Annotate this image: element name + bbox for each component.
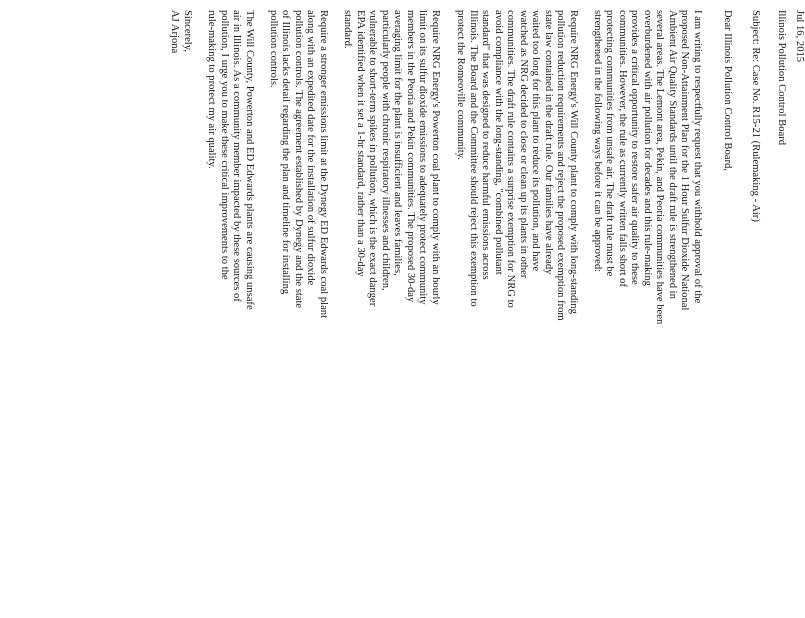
paragraph3-line: pollution controls. [268, 10, 279, 88]
paragraph1-line: state law contained in the draft rule. Our families have already [543, 10, 554, 275]
letter-signoff: Sincerely, [182, 10, 193, 52]
intro-line: proposed Non-Attainment Plan for the 1 Hour Sulfur Dioxide National [679, 10, 691, 311]
closing-line: The Will County, Powerton and ED Edwards plants are causing unsafe [244, 10, 255, 310]
paragraph1-line: standard" that was designed to reduce harmful emissions across [480, 10, 492, 280]
intro-line: protecting communities from unsafe air. The draft rule must be [604, 10, 616, 277]
paragraph1-line: protect the Romeoville community. [455, 10, 467, 160]
closing-line: rule-making to protect my air quality. [206, 10, 218, 169]
letter-recipient: Illinois Pollution Control Board [776, 10, 787, 146]
letter-subject: Subject: Re: Case No. R15-21 (Rulemaking - Air) [750, 10, 761, 222]
intro-line: communities. However, the rule as currently written falls short of [617, 10, 628, 287]
paragraph2-line: standard. [342, 10, 354, 49]
paragraph3-line: pollution controls. The agreement established by Dynegy and the state [293, 10, 304, 309]
paragraph1-line: avoid compliance with the long-standing, "combined pollutant [493, 10, 504, 275]
paragraph1-line: communities. The draft rule contains a surprise exemption for NRG to [505, 10, 517, 308]
letter-body [45, 10, 805, 610]
letter-signature: AJ Arjona [169, 10, 180, 54]
intro-line: overburdened with air pollution for decades and this rule-making [642, 10, 653, 286]
paragraph3-line: of Illinois lacks detail regarding the plan and timeline for installing [280, 10, 292, 295]
intro-line: I am writing to respectfully request that you withhold approval of the [692, 10, 703, 304]
letter-salutation: Dear Illinois Pollution Control Board, [722, 10, 733, 171]
intro-line: Ambient Air Quality Standards until the draft rule is strengthened in [667, 10, 678, 299]
paragraph1-line: pollution reduction requirements and reject the proposed exemption from [555, 10, 567, 321]
paragraph1-line: Illinois. The Board and the Committee should reject this exemption to [468, 10, 479, 307]
paragraph2-line: Require NRG Energy's Powerton coal plant to comply with an hourly [430, 10, 441, 305]
paragraph2-line: limit on its sulfur dioxide emissions to adequately protect community [417, 10, 429, 305]
paragraph2-line: EPA identified when it set a 1-hr standard, rather than a 30-day [355, 10, 366, 277]
paragraph1-line: waited too long for this plant to reduce its pollution, and have [530, 10, 542, 272]
paragraph1-line: Require NRG Energy's Will County plant to comply with long-standing [568, 10, 579, 314]
paragraph2-line: averaging limit for the plant is insufficient and leaves families, [392, 10, 404, 276]
paragraph3-line: along with an expedited date for the installation of sulfur dioxide [305, 10, 317, 286]
closing-line: pollution, I urge you to make these critical improvements to the [219, 10, 230, 280]
closing-line: air in Illinois. As a community member impacted by these sources of [231, 10, 243, 302]
letter-date: Jul 16, 2015 [794, 10, 805, 63]
paragraph3-line: Require a stronger emissions limit at the Dynegy ED Edwards coal plant [318, 10, 329, 319]
paragraph1-line: watched as NRG decided to close or clean up its plants in other [518, 10, 529, 279]
intro-line: strengthened in the following ways before it can be approved: [592, 10, 603, 273]
paragraph2-line: members in the Peoria and Pekin communities. The proposed 30-day [405, 10, 416, 303]
intro-line: provides a critical opportunity to restore safer air quality to these [629, 10, 641, 285]
paragraph2-line: particularly people with chronic respiratory illnesses and children, [380, 10, 391, 291]
paragraph2-line: vulnerable to short-term spikes in pollution, which is the exact danger [367, 10, 379, 307]
intro-line: several areas. The Lemont area, Pekin, and Peoria communities have been [654, 10, 666, 325]
